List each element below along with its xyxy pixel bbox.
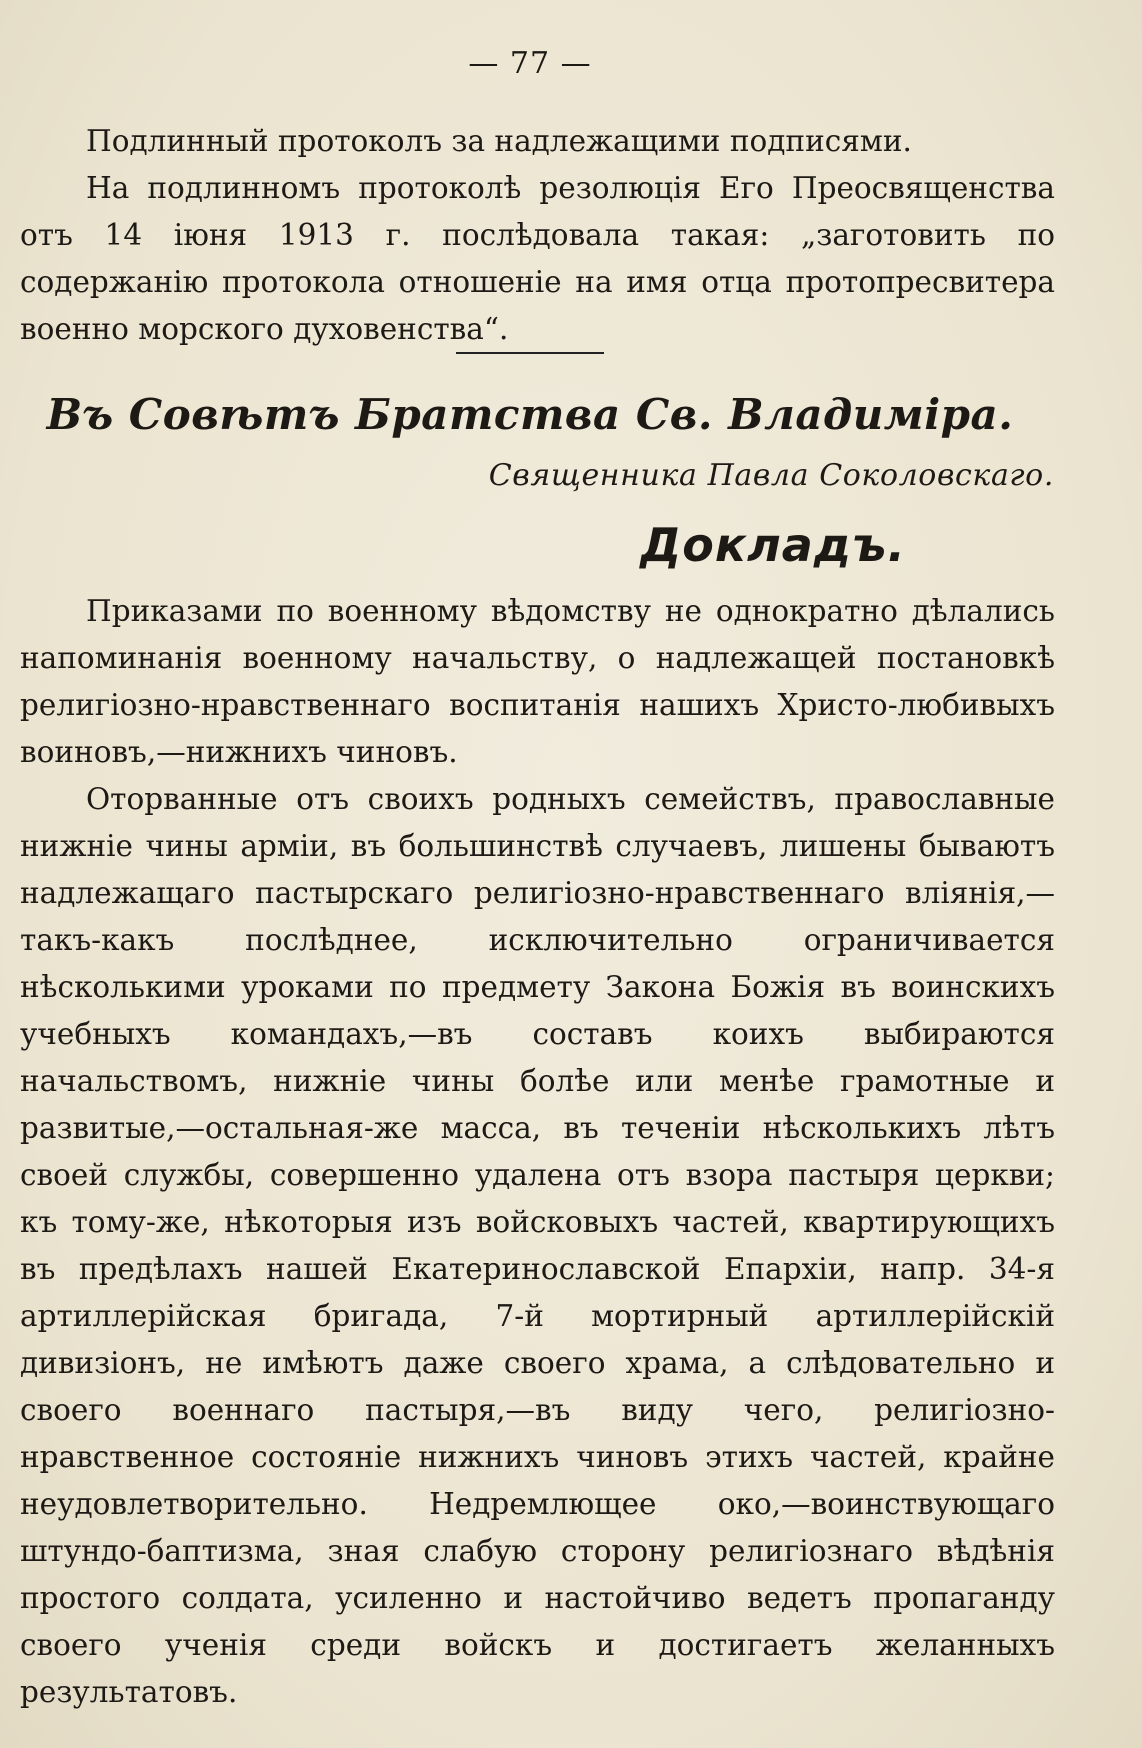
- report-paragraph-2: Оторванные отъ своихъ родныхъ семействъ, православные нижніе чины арміи, въ большинствѣ случаевъ, лишены бываютъ надлежащаго пастырскаго религіозно-нравственнаго вліянія,—такъ-какъ послѣднее, исключительно ограничивается нѣсколькими уроками по предмету Закона Божія въ воинскихъ учебныхъ командахъ,—въ составъ коихъ выбираются начальствомъ, нижніе чины болѣе или менѣе грамотные и развитые,—остальная-же масса, въ теченіи нѣсколькихъ лѣтъ своей службы, совершенно удалена отъ взора пастыря церкви; къ тому-же, нѣкоторыя изъ войсковыхъ частей, квартирующихъ въ предѣлахъ нашей Екатеринославской Епархіи, напр. 34-я артиллерійская бригада, 7-й мортирный артиллерійскій дивизіонъ, не имѣютъ даже своего храма, а слѣдовательно и своего военнаго пастыря,—въ виду чего, религіозно-нравственное состояніе нижнихъ чиновъ этихъ частей, крайне неудовлетворительно. Недремлющее око,—воинствующаго штундо-баптизма, зная слабую сторону религіознаго вѣдѣнія простого солдата, усиленно и настойчиво ведетъ пропаганду своего ученія среди войскъ и достигаетъ желанныхъ результатовъ.: [20, 782, 1055, 1709]
- resolution-paragraph: На подлинномъ протоколѣ резолюція Его Преосвященства отъ 14 іюня 1913 г. послѣдовала такая: „заготовить по содержанію протокола отношеніе на имя отца протопресвитера военно морского духовенства“.: [20, 171, 1055, 346]
- address-heading: Въ Совѣтъ Братства Св. Владиміра.: [46, 390, 1014, 439]
- signature-note: Подлинный протоколъ за надлежащими подписями.: [86, 124, 912, 158]
- report-title: Докладъ.: [640, 518, 906, 572]
- section-divider: [456, 352, 604, 354]
- page-number: — 77 —: [468, 46, 592, 81]
- author-line: Священника Павла Соколовскаго.: [488, 458, 1054, 493]
- report-paragraph-1: Приказами по военному вѣдомству не однократно дѣлались напоминанія военному начальству, о надлежащей постановкѣ религіозно-нравственнаго воспитанія нашихъ Христо-любивыхъ воиновъ,—нижнихъ чиновъ.: [20, 594, 1055, 769]
